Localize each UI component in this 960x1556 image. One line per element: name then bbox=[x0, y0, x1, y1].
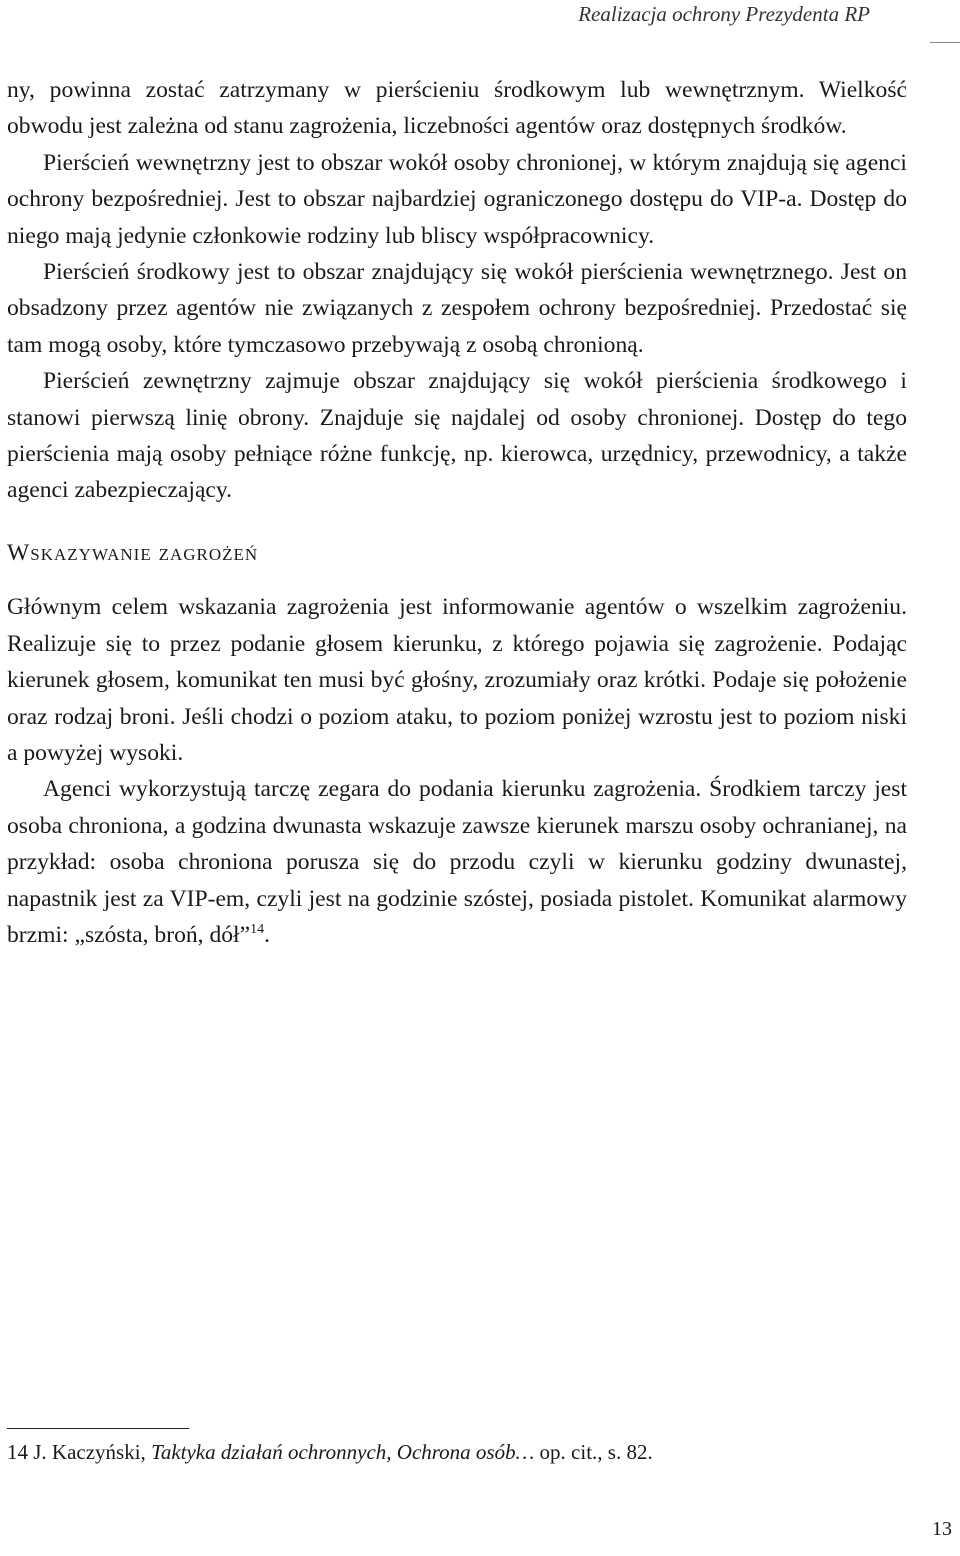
page-number: 13 bbox=[932, 1518, 952, 1540]
paragraph: Pierścień wewnętrzny jest to obszar wokół osoby chronionej, w którym znajdują się agenci ochrony bezpośredniej. Jest to obszar najbardziej ograniczonego dostępu do VIP-a. Dostęp do niego mają jedynie członkowie rodziny lub bliscy współpracownicy. bbox=[7, 149, 907, 249]
footnote-rule bbox=[7, 1428, 189, 1429]
footnote-rest: op. cit., s. 82. bbox=[539, 1440, 653, 1464]
paragraph: Pierścień środkowy jest to obszar znajdujący się wokół pierścienia wewnętrznego. Jest on obsadzony przez agentów nie związanych z zespołem ochrony bezpośredniej. Przedostać się tam mogą osoby, które tymczasowo przebywają z osobą chronioną. bbox=[7, 259, 907, 358]
footnote-ref: 14 bbox=[250, 922, 265, 938]
paragraph: Głównym celem wskazania zagrożenia jest informowanie agentów o wszelkim zagrożeniu. Realizuje się to przez podanie głosem kierunku, z którego pojawia się zagrożenie. Podając kierunek głosem, komunikat ten musi być głośny, zrozumiały oraz krótki. Podaje się położenie oraz rodzaj broni. Jeśli chodzi o poziom ataku, to poziom poniżej wzrostu jest to poziom niski a powyżej wysoki. bbox=[7, 594, 907, 766]
paragraph-end: . bbox=[264, 921, 270, 948]
footnote bbox=[7, 1438, 907, 1466]
paragraph: Pierścień zewnętrzny zajmuje obszar znajdujący się wokół pierścienia środkowego i stanowi pierwszą linię obrony. Znajduje się najdalej od osoby chronionej. Dostęp do tego pierścienia mają osoby pełniące różne funkcję, np. kierowca, urzędnicy, przewodnicy, a także agenci zabezpieczający. bbox=[7, 368, 907, 504]
main-text bbox=[7, 72, 907, 953]
footnote-number: 14 bbox=[7, 1440, 28, 1464]
footnote-title: Taktyka działań ochronnych, Ochrona osób… bbox=[151, 1440, 535, 1464]
section-heading: Wskazywanie zagrożeń bbox=[7, 539, 259, 566]
footnote-author: J. Kaczyński, bbox=[33, 1440, 146, 1464]
paragraph-with-ref bbox=[7, 771, 907, 953]
paragraph-text: Agenci wykorzystują tarczę zegara do podania kierunku zagrożenia. Środkiem tarczy jest osoba chroniona, a godzina dwunasta wskazuje zawsze kierunek marszu osoby ochranianej, na przykład: osoba chroniona porusza się do przodu czyli w kierunku godziny dwunastej, napastnik jest za VIP-em, czyli jest na godzinie szóstej, posiada pistolet. Komunikat alarmowy brzmi: „szósta, broń, dół” bbox=[7, 776, 907, 948]
running-head: Realizacja ochrony Prezydenta RP bbox=[578, 2, 870, 26]
header-rule bbox=[930, 42, 960, 43]
paragraph: ny, powinna zostać zatrzymany w pierścieniu środkowym lub wewnętrznym. Wielkość obwodu jest zależna od stanu zagrożenia, liczebności agentów oraz dostępnych środków. bbox=[7, 77, 907, 140]
